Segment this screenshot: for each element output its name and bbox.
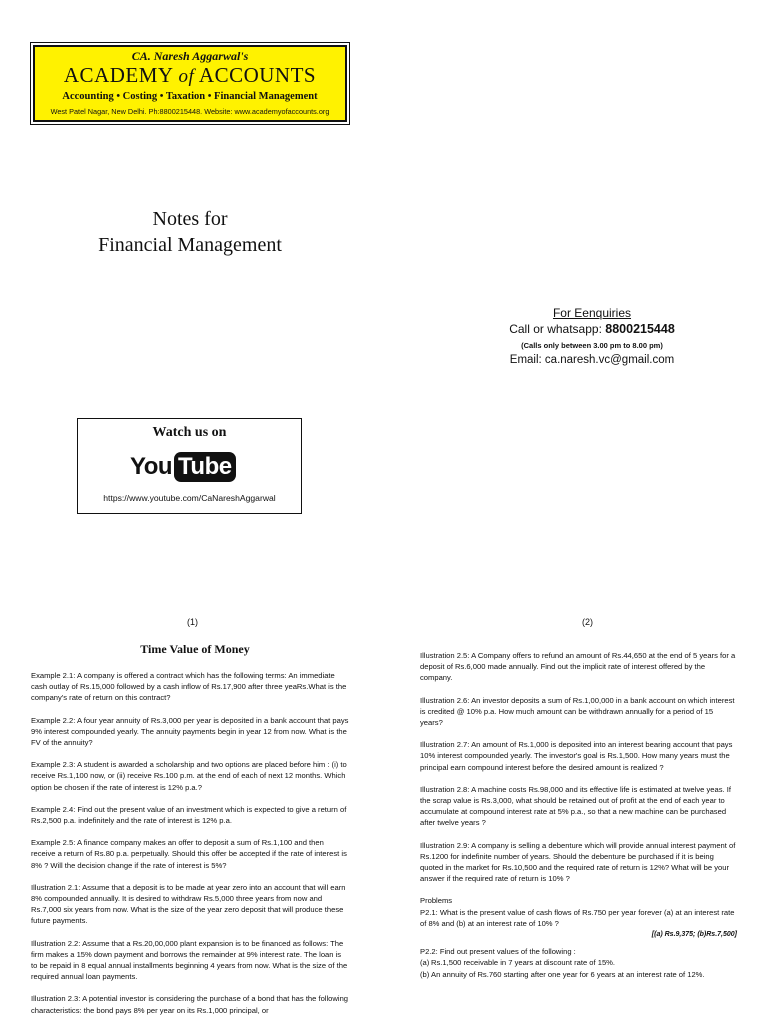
example-2-2: Example 2.2: A four year annuity of Rs.3,000 per year is deposited in a bank account that pays 9% interest compounded yearly. The annuity payments begin in year 12 from now. What is the FV of the annuity? — [31, 715, 349, 748]
youtube-logo-icon — [130, 451, 236, 483]
problem-2-1-answer: [(a) Rs.9,375; (b)Rs.7,500] — [651, 931, 737, 939]
logo-academy-name — [35, 64, 345, 88]
illustration-2-1: Illustration 2.1: Assume that a deposit is to be made at year zero into an account that will earn 8% compounded annually. It is desired to withdraw Rs.5,000 three years from now and Rs.7,000 six years from now. What is the size of the year zero deposit that will produce these future payments. — [31, 882, 346, 926]
phone-number: 8800215448 — [605, 322, 675, 336]
problem-2-1: P2.1: What is the present value of cash flows of Rs.750 per year forever (a) at an interest rate of 8% and (b) at an interest rate of 10% ? — [420, 907, 735, 928]
list-item-text: An annuity of Rs.760 starting after one year for 6 years at an interest rate of 12%. — [431, 969, 705, 979]
right-page-text — [420, 650, 737, 980]
logo-academy-word: ACADEMY — [63, 63, 173, 87]
academy-logo — [33, 45, 347, 122]
enquiries-heading: For Eenquiries — [552, 306, 632, 320]
left-page-text — [31, 670, 349, 1024]
example-2-4: Example 2.4: Find out the present value of an investment which is expected to give a return of Rs.2,500 p.a. indefinitely and the rate of interest is 12% p.a. — [31, 804, 347, 826]
problem-2-2: P2.2: Find out present values of the following : — [420, 947, 576, 957]
enquiries-call — [430, 322, 754, 336]
list-marker: (a) — [420, 958, 430, 968]
logo-accounts-word: ACCOUNTS — [198, 63, 317, 87]
list-item — [420, 969, 737, 980]
example-2-3: Example 2.3: A student is awarded a scholarship and two options are placed before him : (i) to receive Rs.1,100 now, or (ii) receive Rs.100 p.m. at the end of each of next 12 months. Which option be chosen if the rate of interest is 12% p.a.? — [31, 760, 347, 792]
illustration-2-7: Illustration 2.7: An amount of Rs.1,000 is deposited into an interest bearing account that pays 10% interest compounded yearly. The investor's goal is Rs.1,500. How many years must the principal earn compound interest before the desired amount is realized ? — [420, 740, 733, 772]
logo-subjects: Accounting • Costing • Taxation • Financial Management — [62, 91, 318, 102]
logo-owner: CA. Naresh Aggarwal's — [131, 49, 249, 63]
illustration-2-6: Illustration 2.6: An investor deposits a sum of Rs.1,00,000 in a bank account on which interest is credited @ 10% p.a. How much amount can be withdrawn annually for a period of 15 years? — [420, 695, 735, 728]
illustration-2-2: Illustration 2.2: Assume that a Rs.20,00,000 plant expansion is to be financed as follows: The firm makes a 15% down payment and borrows the remainder at 9% interest rate. The loan is to be repaid in 8 equal annual installments beginning 4 years from now. What is the size of the required annual loan payments. — [31, 938, 348, 982]
document-title-line2: Financial Management — [98, 234, 282, 256]
list-item-text: Rs.1,500 receivable in 7 years at discount rate of 15%. — [431, 958, 616, 968]
call-hours: (Calls only between 3.00 pm to 8.00 pm) — [521, 341, 663, 350]
illustration-2-5: Illustration 2.5: A Company offers to refund an amount of Rs.44,650 at the end of 5 years for a deposit of Rs.6,000 made annually. Find out the implicit rate of interest offered by the company. — [420, 651, 736, 683]
example-2-5: Example 2.5: A finance company makes an offer to deposit a sum of Rs.1,100 and then receive a return of Rs.80 p.a. perpetually. Should this offer be accepted if the rate of interest is 8% ? Will the decision change if the rate of interest is 5%? — [31, 838, 347, 870]
list-item — [420, 957, 737, 968]
page-number-right: (2) — [582, 617, 593, 627]
youtube-logo-you: You — [130, 453, 173, 480]
youtube-logo-tube: Tube — [174, 452, 236, 482]
problems-heading: Problems — [420, 896, 453, 906]
example-2-1: Example 2.1: A company is offered a contract which has the following terms: An immediate cash outlay of Rs.15,000 followed by a cash inflow of Rs.17,900 after three yeaRs.What is the company's rate of return on this contract? — [31, 671, 347, 703]
youtube-box — [77, 418, 302, 514]
illustration-2-8: Illustration 2.8: A machine costs Rs.98,000 and its effective life is estimated at twelve yeas. If the scrap value is Rs.3,000, what should be retained out of profit at the end of each year to accumulate at compound interest rate at 5% p.a., so that a new machine can be purchased after twelve years ? — [420, 784, 731, 828]
illustration-2-9: Illustration 2.9: A company is selling a debenture which will provide annual interest payment of Rs.1200 for indefinite number of years. Should the debenture be purchased if it is being quoted in the market for Rs.10,500 and the required rate of return is 12%? What will be your answer if the required rate of return is 10% ? — [420, 840, 736, 884]
page-number-left: (1) — [187, 617, 198, 627]
document-title-line1: Notes for — [152, 208, 228, 230]
logo-address: West Patel Nagar, New Delhi. Ph:8800215448. Website: www.academyofaccounts.org — [50, 107, 330, 116]
call-label: Call or whatsapp: — [509, 322, 602, 336]
illustration-2-3: Illustration 2.3: A potential investor is considering the purchase of a bond that has the following characteristics: the bond pays 8% per year on its Rs.1,000 principal, or — [31, 994, 349, 1015]
youtube-url: https://www.youtube.com/CaNareshAggarwal — [103, 493, 276, 503]
list-marker: (b) — [420, 969, 430, 979]
watch-us-label: Watch us on — [152, 425, 227, 440]
contact-email: Email: ca.naresh.vc@gmail.com — [509, 354, 675, 366]
section-heading: Time Value of Money — [140, 642, 250, 656]
logo-of-word: of — [178, 66, 195, 87]
